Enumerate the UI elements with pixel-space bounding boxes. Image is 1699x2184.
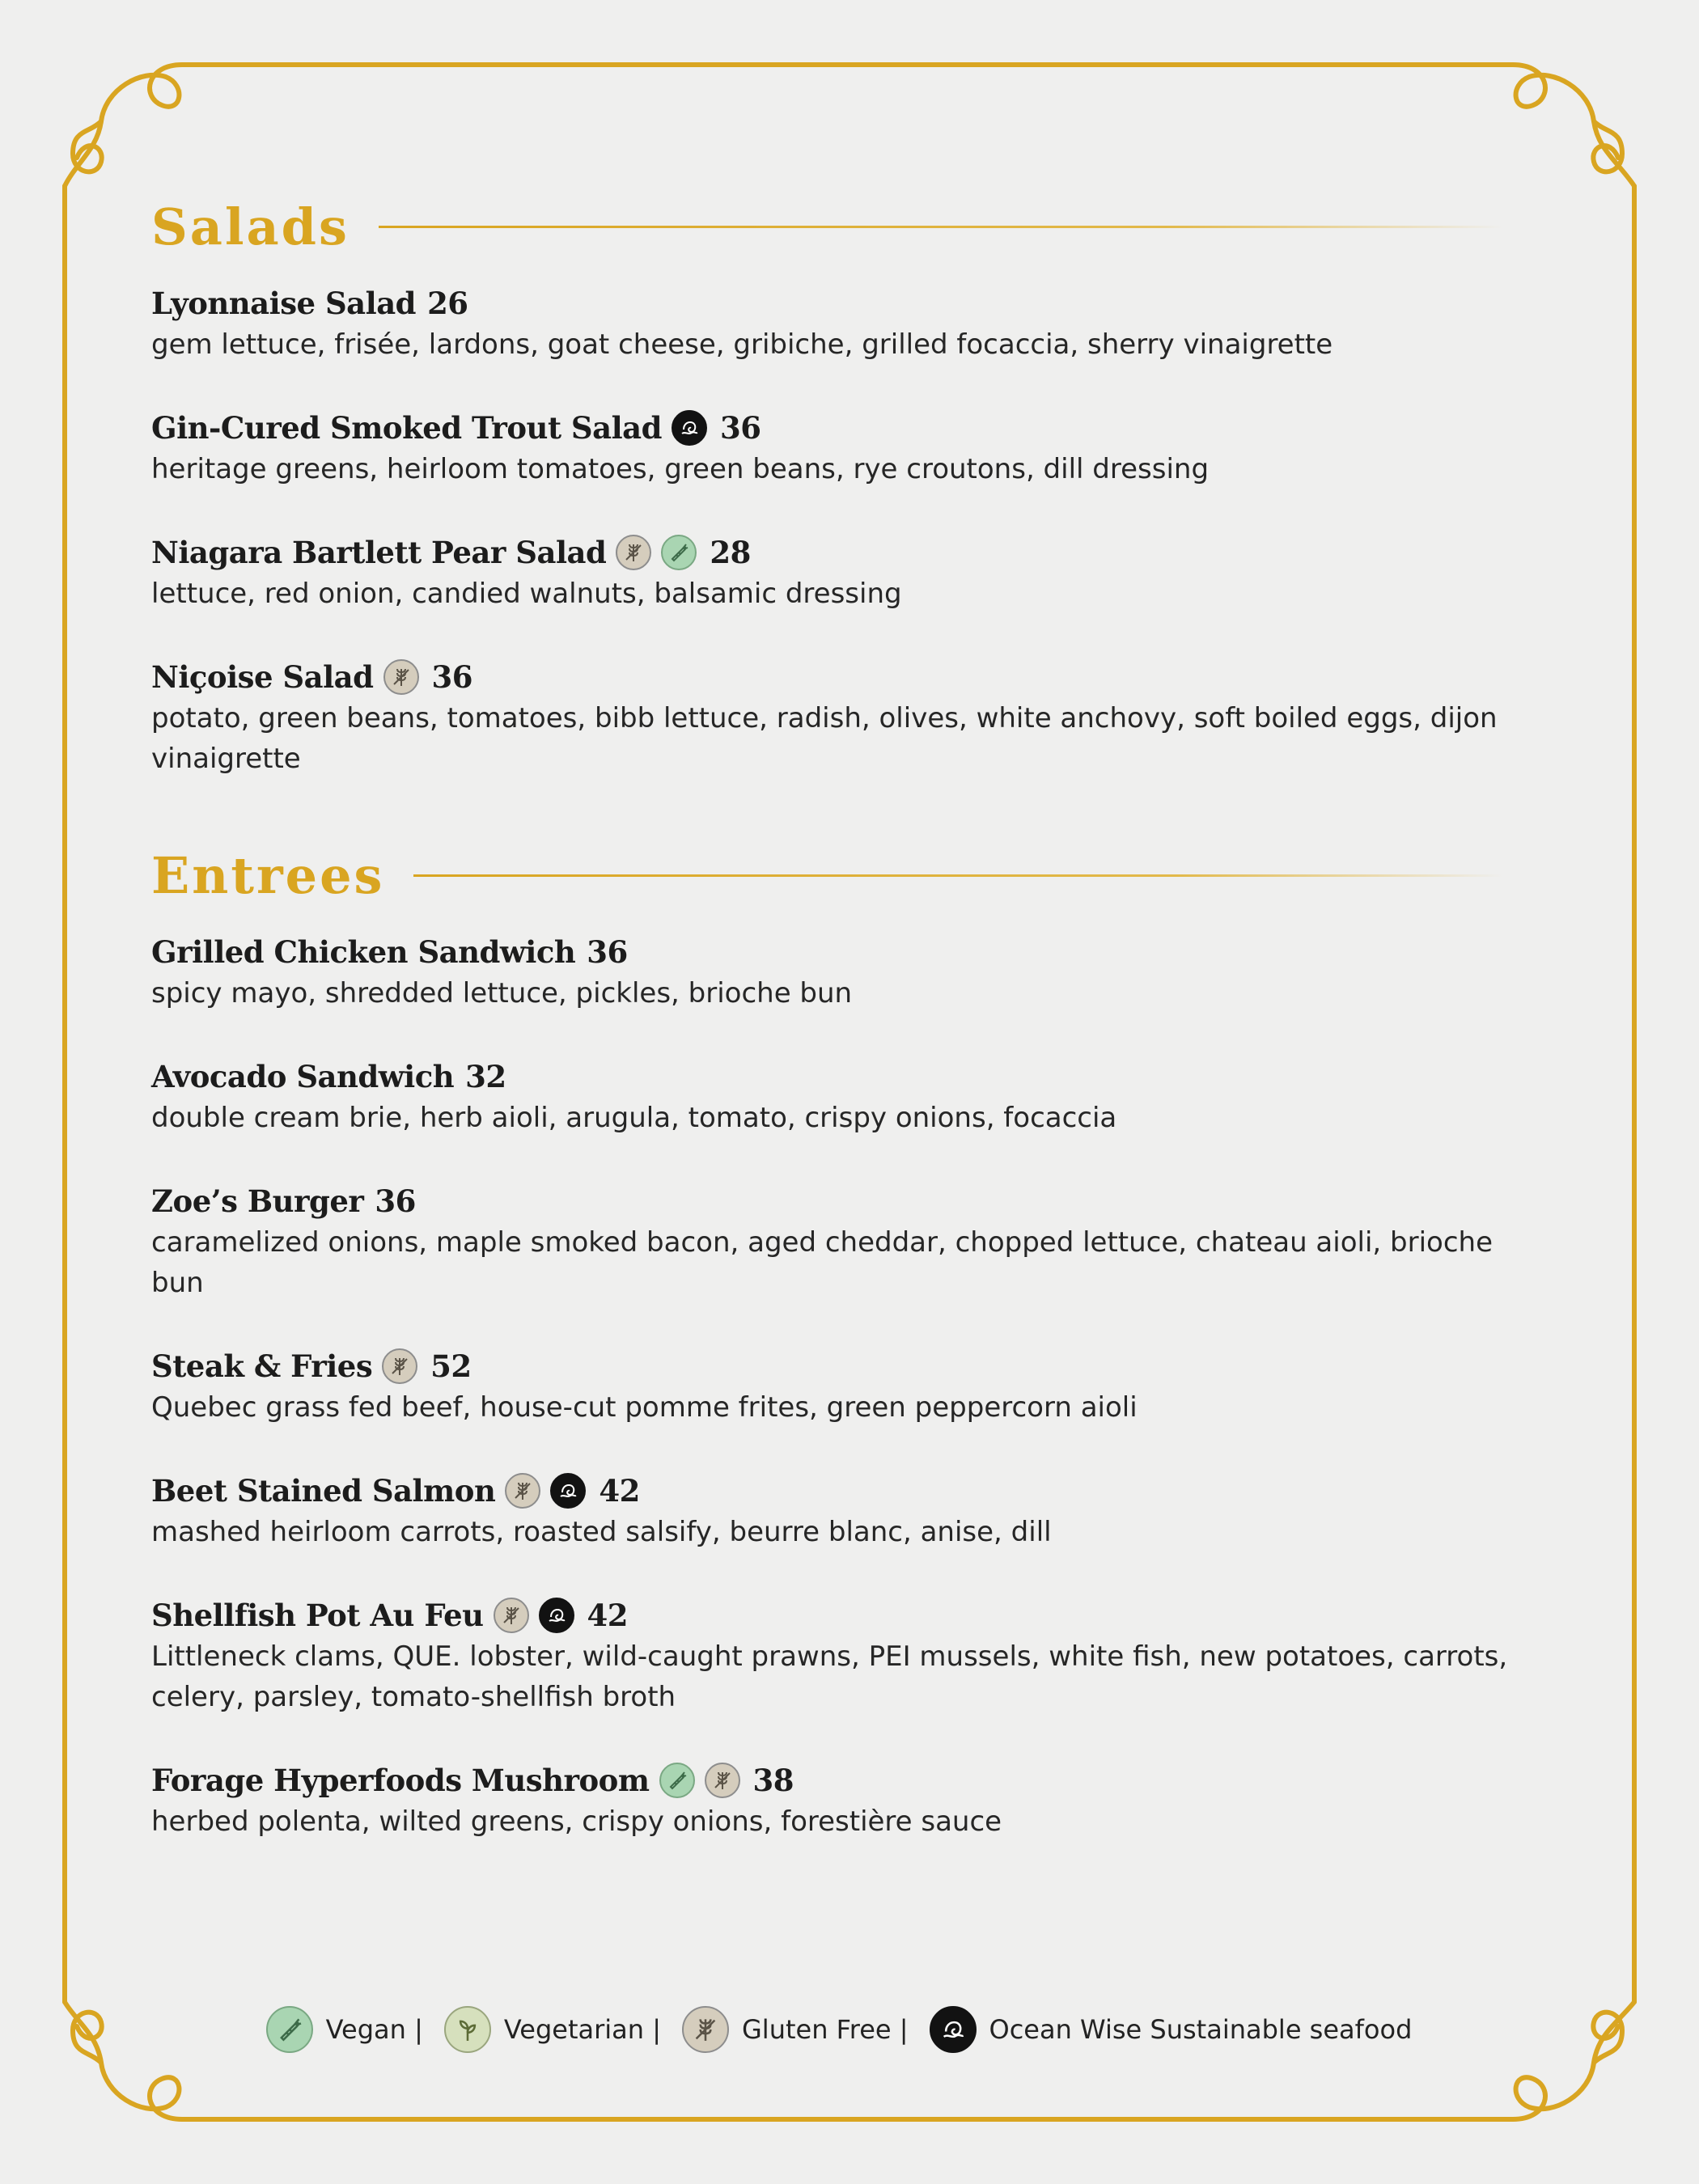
dietary-icons <box>505 1473 595 1509</box>
legend-label-ocean-wise: Ocean Wise Sustainable seafood <box>989 2014 1413 2045</box>
legend-label-vegan: Vegan | <box>325 2014 423 2045</box>
gluten-free-icon <box>505 1473 540 1509</box>
gluten-free-icon <box>616 535 651 570</box>
menu-item-price: 52 <box>430 1348 472 1384</box>
legend-vegan <box>266 2006 423 2053</box>
menu-item-header <box>151 1471 1551 1510</box>
menu-item-header <box>151 408 1551 447</box>
menu-item-price: 36 <box>720 410 761 446</box>
vegan-icon <box>659 1763 695 1798</box>
menu-item-name: Shellfish Pot Au Feu <box>151 1598 484 1633</box>
menu-item-description: caramelized onions, maple smoked bacon, aged cheddar, chopped lettuce, chateau aioli, brioche bun <box>151 1226 1493 1299</box>
dietary-legend <box>0 2006 1699 2053</box>
menu-item-price: 42 <box>599 1473 640 1509</box>
menu-item <box>151 533 1551 614</box>
entrees-section <box>151 839 1551 1842</box>
menu-item <box>151 1471 1551 1552</box>
menu-item-header <box>151 284 1551 323</box>
menu-item-description: heritage greens, heirloom tomatoes, green beans, rye croutons, dill dressing <box>151 453 1210 485</box>
dietary-icons <box>494 1598 584 1633</box>
entrees-list <box>151 933 1551 1842</box>
ocean-wise-icon <box>539 1598 574 1633</box>
section-title-salads: Salads <box>151 197 350 256</box>
salads-list <box>151 284 1551 779</box>
menu-item-header <box>151 533 1551 572</box>
menu-item <box>151 1057 1551 1138</box>
menu-item-name: Avocado Sandwich <box>151 1059 455 1094</box>
legend-label-gluten-free: Gluten Free | <box>742 2014 909 2045</box>
menu-item-description: Quebec grass fed beef, house-cut pomme frites, green peppercorn aioli <box>151 1391 1138 1424</box>
menu-item-description: gem lettuce, frisée, lardons, goat cheese, gribiche, grilled focaccia, sherry vinaigrette <box>151 328 1333 361</box>
salads-header <box>151 190 1551 263</box>
legend-ocean-wise <box>930 2006 1413 2053</box>
menu-item-price: 32 <box>465 1059 506 1094</box>
gluten-free-icon <box>382 1348 417 1384</box>
dietary-icons <box>383 659 429 695</box>
ocean-wise-icon <box>930 2006 977 2053</box>
menu-item-description: Littleneck clams, QUE. lobster, wild-caught prawns, PEI mussels, white fish, new potatoes, carrots, celery, parsley, tomato-shellfish broth <box>151 1640 1508 1713</box>
dietary-icons <box>382 1348 427 1384</box>
menu-item <box>151 408 1551 489</box>
menu-item <box>151 1182 1551 1303</box>
menu-item-description: potato, green beans, tomatoes, bibb lettuce, radish, olives, white anchovy, soft boiled eggs, dijon vinaigrette <box>151 702 1498 775</box>
legend-vegetarian <box>444 2006 661 2053</box>
menu-item-name: Lyonnaise Salad <box>151 286 417 321</box>
section-title-entrees: Entrees <box>151 845 385 905</box>
menu-item <box>151 1596 1551 1717</box>
dietary-icons <box>616 535 706 570</box>
menu-item-name: Gin-Cured Smoked Trout Salad <box>151 410 663 446</box>
gluten-free-icon <box>383 659 419 695</box>
section-divider <box>379 226 1502 228</box>
menu-item <box>151 933 1551 1014</box>
menu-item-description: herbed polenta, wilted greens, crispy onions, forestière sauce <box>151 1805 1002 1838</box>
menu-item-name: Niçoise Salad <box>151 659 374 695</box>
menu-item-header <box>151 658 1551 696</box>
menu-item-name: Beet Stained Salmon <box>151 1473 496 1509</box>
menu-item-header <box>151 1596 1551 1635</box>
legend-label-vegetarian: Vegetarian | <box>503 2014 661 2045</box>
menu-item <box>151 284 1551 365</box>
menu-item-price: 36 <box>431 659 472 695</box>
menu-item-name: Forage Hyperfoods Mushroom <box>151 1763 650 1798</box>
menu-item-price: 28 <box>710 535 751 570</box>
menu-item-header <box>151 1347 1551 1386</box>
menu-item <box>151 1761 1551 1842</box>
gluten-free-icon <box>682 2006 729 2053</box>
vegetarian-icon <box>444 2006 491 2053</box>
menu-item-header <box>151 1182 1551 1221</box>
menu-item-description: mashed heirloom carrots, roasted salsify, beurre blanc, anise, dill <box>151 1516 1052 1548</box>
menu-item-header <box>151 1057 1551 1096</box>
menu-item-name: Niagara Bartlett Pear Salad <box>151 535 607 570</box>
menu-item-header <box>151 933 1551 971</box>
menu-item-name: Grilled Chicken Sandwich <box>151 934 576 970</box>
menu-item-name: Steak & Fries <box>151 1348 373 1384</box>
menu-item <box>151 658 1551 779</box>
menu-item <box>151 1347 1551 1428</box>
section-divider <box>413 874 1502 877</box>
entrees-header <box>151 839 1551 912</box>
menu-item-price: 26 <box>427 286 468 321</box>
menu-item-price: 36 <box>375 1183 416 1219</box>
menu-item-price: 38 <box>752 1763 794 1798</box>
dietary-icons <box>672 410 717 446</box>
menu-item-description: lettuce, red onion, candied walnuts, balsamic dressing <box>151 578 902 610</box>
menu-content <box>151 190 1551 1842</box>
dietary-icons <box>659 1763 750 1798</box>
salads-section <box>151 190 1551 779</box>
menu-item-price: 42 <box>587 1598 629 1633</box>
vegan-icon <box>661 535 697 570</box>
menu-item-name: Zoe’s Burger <box>151 1183 364 1219</box>
menu-item-price: 36 <box>587 934 628 970</box>
vegan-icon <box>266 2006 313 2053</box>
ocean-wise-icon <box>672 410 707 446</box>
ocean-wise-icon <box>550 1473 586 1509</box>
menu-item-description: double cream brie, herb aioli, arugula, tomato, crispy onions, focaccia <box>151 1102 1117 1134</box>
gluten-free-icon <box>705 1763 740 1798</box>
menu-item-description: spicy mayo, shredded lettuce, pickles, brioche bun <box>151 977 853 1009</box>
menu-item-header <box>151 1761 1551 1800</box>
gluten-free-icon <box>494 1598 529 1633</box>
legend-gluten-free <box>682 2006 909 2053</box>
